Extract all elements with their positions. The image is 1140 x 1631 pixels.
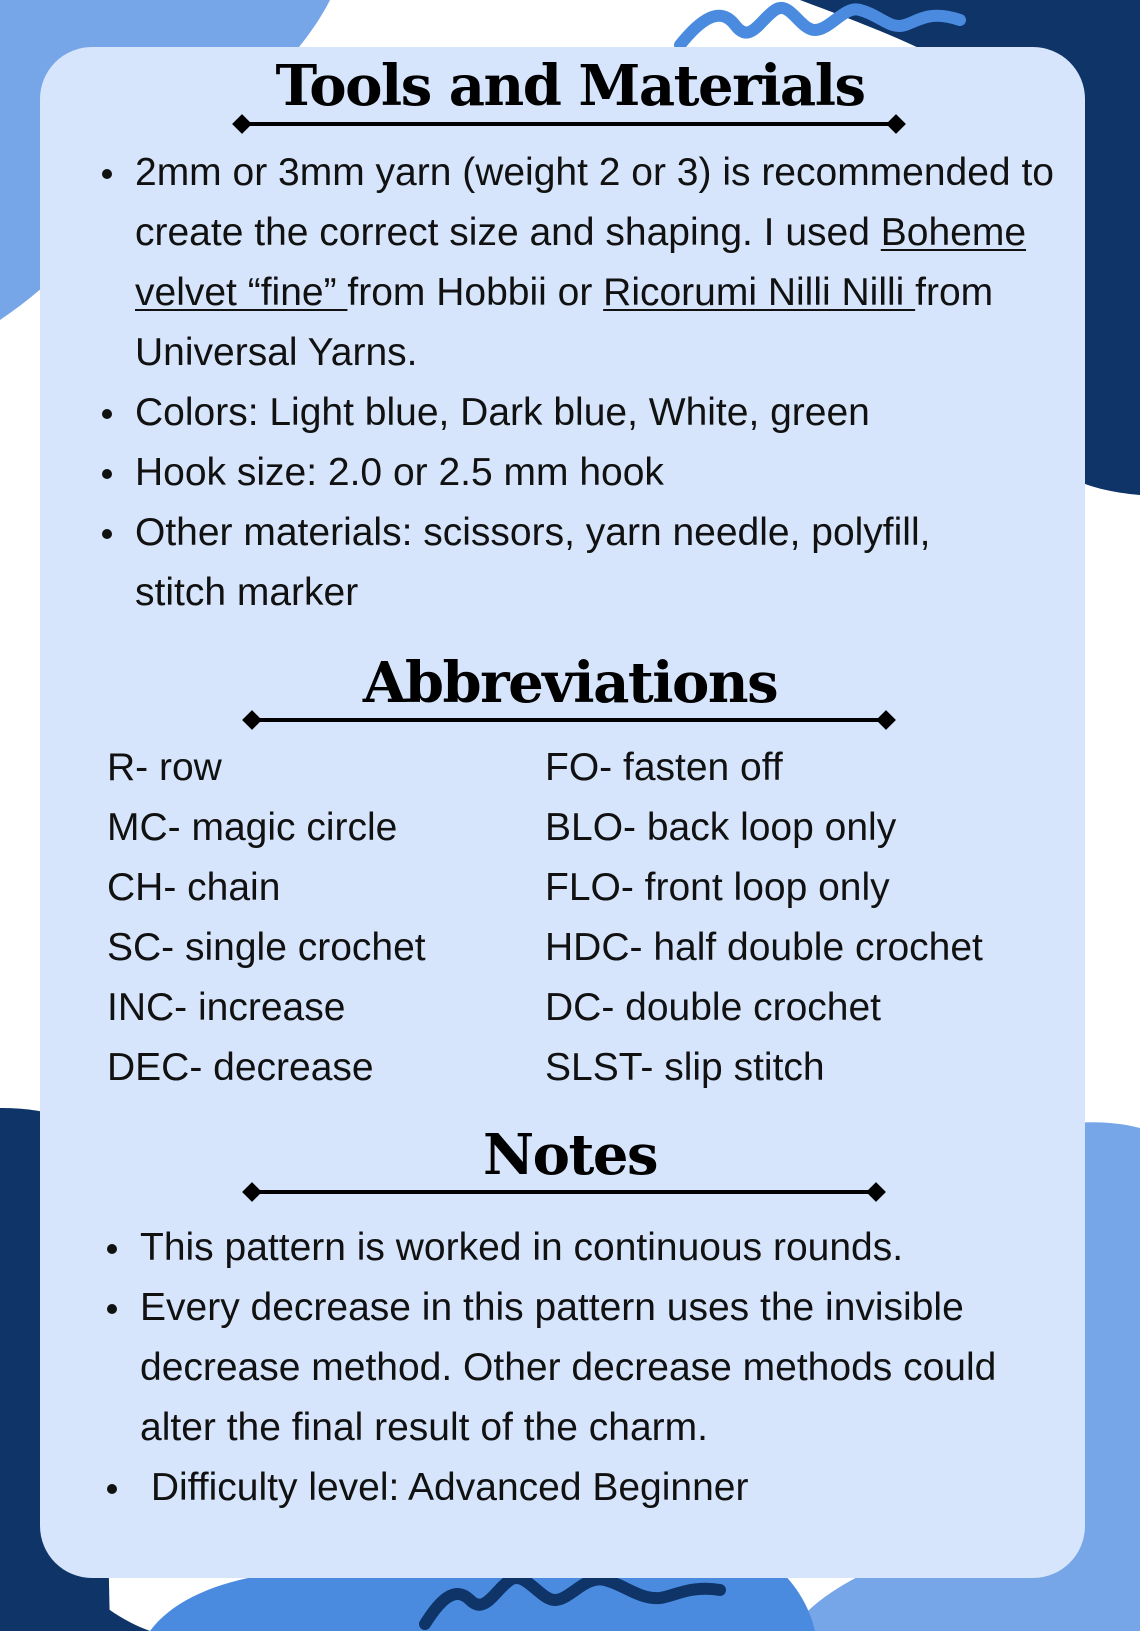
abbreviations-divider	[245, 710, 893, 730]
link-ricorumi-nilli[interactable]: Ricorumi Nilli Nilli	[603, 271, 916, 314]
list-item: Colors: Light blue, Dark blue, White, green	[135, 383, 1085, 443]
link-boheme-velvet[interactable]: Boheme velvet “fine”	[135, 211, 1027, 314]
abbreviations-left	[107, 738, 426, 1098]
list-item: Difficulty level: Advanced Beginner	[140, 1458, 1060, 1518]
abbreviations-right	[545, 738, 983, 1098]
abbreviations-heading: Abbreviations	[362, 650, 778, 716]
list-item: INC- increase	[107, 986, 346, 1029]
list-item: FLO- front loop only	[545, 866, 890, 909]
list-item: R- row	[107, 746, 222, 789]
tools-divider	[235, 114, 903, 134]
list-item: HDC- half double crochet	[545, 926, 983, 969]
notes-divider	[245, 1182, 883, 1202]
list-item: SLST- slip stitch	[545, 1046, 825, 1089]
list-item: Other materials: scissors, yarn needle, polyfill, stitch marker	[135, 503, 1015, 623]
list-item: Hook size: 2.0 or 2.5 mm hook	[135, 443, 1085, 503]
tools-list	[135, 143, 1085, 623]
list-item: MC- magic circle	[107, 806, 398, 849]
list-item: This pattern is worked in continuous rounds.	[140, 1218, 1060, 1278]
list-item: DC- double crochet	[545, 986, 881, 1029]
list-item: Every decrease in this pattern uses the invisible decrease method. Other decrease methods could alter the final result of the charm.	[140, 1278, 1060, 1458]
notes-heading: Notes	[482, 1122, 658, 1188]
list-item: 2mm or 3mm yarn (weight 2 or 3) is recommended to create the correct size and shaping. I used Boheme velvet “fine” from Hobbii or Ricorumi Nilli Nilli from Universal Yarns.	[135, 143, 1085, 383]
tools-heading: Tools and Materials	[275, 53, 865, 119]
list-item: DEC- decrease	[107, 1046, 374, 1089]
list-item: FO- fasten off	[545, 746, 783, 789]
notes-list	[140, 1218, 1060, 1518]
list-item: SC- single crochet	[107, 926, 426, 969]
list-item: BLO- back loop only	[545, 806, 897, 849]
list-item: CH- chain	[107, 866, 281, 909]
